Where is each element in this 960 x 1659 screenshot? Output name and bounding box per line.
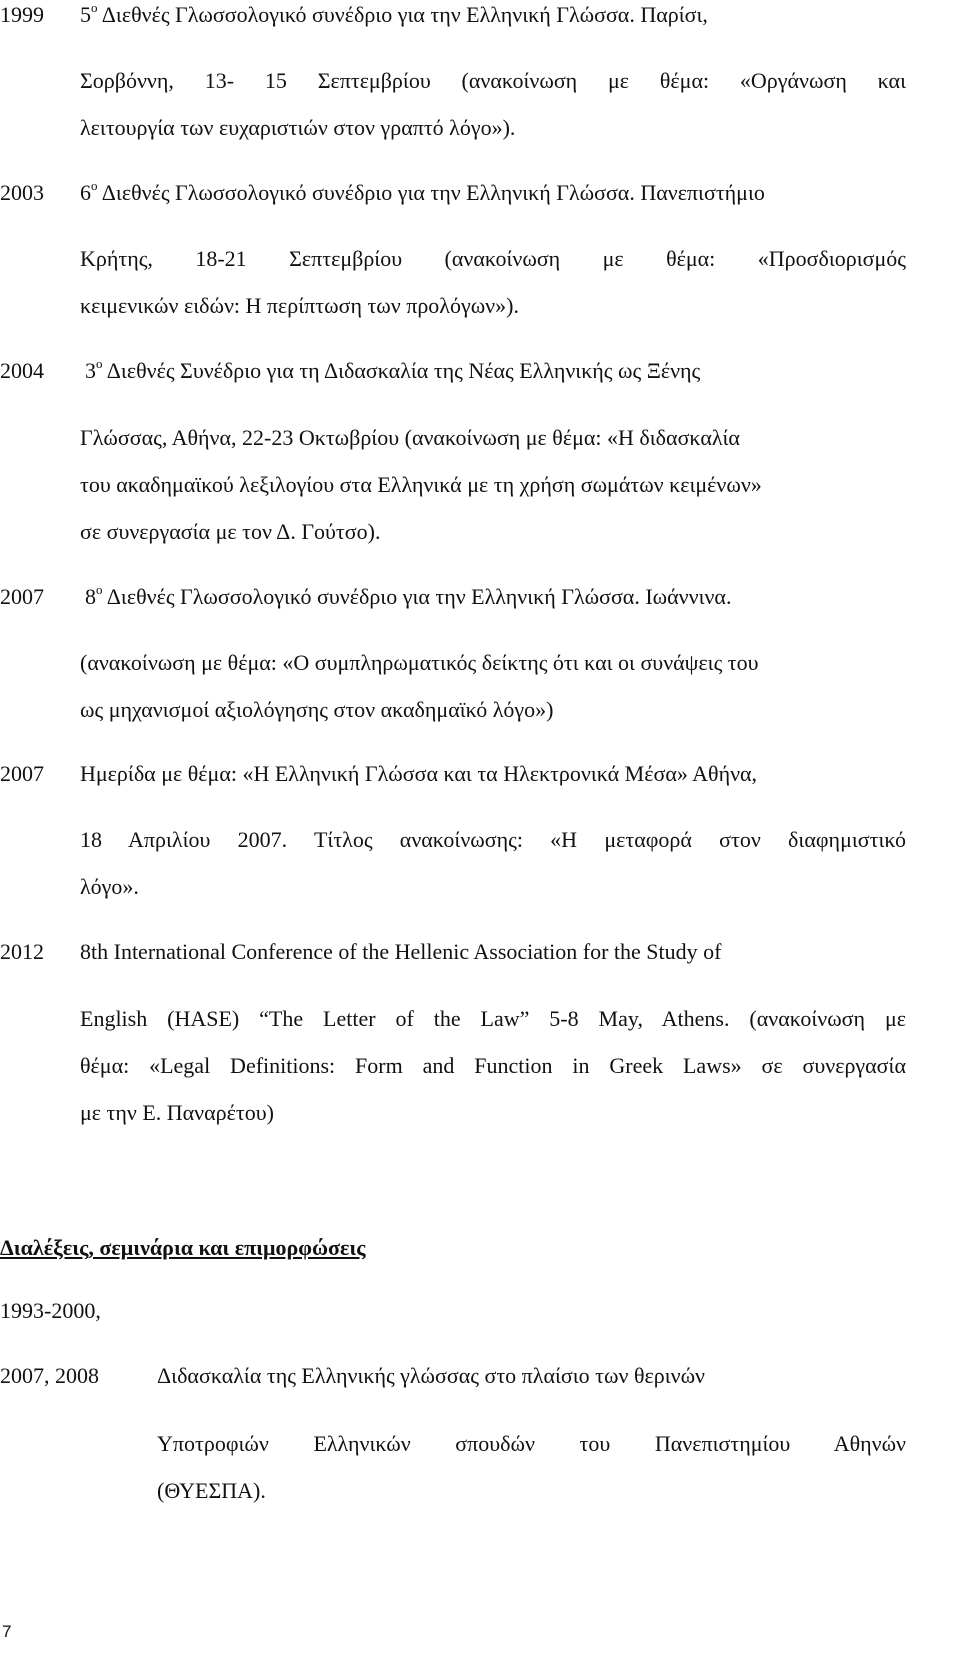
ordinal-suffix: ο bbox=[96, 581, 103, 597]
entry-line: 18 Απριλίου 2007. Τίτλος ανακοίνωσης: «Η μεταφορά στον διαφημιστικό bbox=[80, 827, 906, 852]
entry-line: σε συνεργασία με τον Δ. Γούτσο). bbox=[80, 519, 381, 544]
entry-line: (ΘΥΕΣΠΑ). bbox=[157, 1478, 266, 1503]
ordinal: 8 bbox=[85, 584, 96, 609]
ordinal: 6 bbox=[80, 180, 91, 205]
entry-year: 2012 bbox=[0, 939, 44, 964]
entry-line: English (HASE) “The Letter of the Law” 5-8 May, Athens. (ανακοίνωση με bbox=[80, 1006, 906, 1031]
entry-year: 2004 bbox=[0, 358, 44, 383]
entry-text: Διεθνές Συνέδριο για τη Διδασκαλία της Νέας Ελληνικής ως Ξένης bbox=[102, 358, 701, 383]
entry-line: κειμενικών ειδών: Η περίπτωση των προλόγων»). bbox=[80, 293, 519, 318]
entry-text: Διεθνές Γλωσσολογικό συνέδριο για την Ελληνική Γλώσσα. Πανεπιστήμιο bbox=[97, 180, 765, 205]
entry-year: 1993-2000, bbox=[0, 1298, 101, 1323]
entry-year: 2003 bbox=[0, 180, 44, 205]
entry-line: Κρήτης, 18-21 Σεπτεμβρίου (ανακοίνωση με θέμα: «Προσδιορισμός bbox=[80, 246, 906, 271]
entry-line: Υποτροφιών Ελληνικών σπουδών του Πανεπιστημίου Αθηνών bbox=[157, 1431, 906, 1456]
entry-line: λειτουργία των ευχαριστιών στον γραπτό λόγο»). bbox=[80, 115, 516, 140]
entry-line: θέμα: «Legal Definitions: Form and Function in Greek Laws» σε συνεργασία bbox=[80, 1053, 906, 1078]
entry-line bbox=[80, 2, 708, 28]
entry-line: Γλώσσας, Αθήνα, 22-23 Οκτωβρίου (ανακοίνωση με θέμα: «Η διδασκαλία bbox=[80, 425, 740, 450]
entry-text: Διεθνές Γλωσσολογικό συνέδριο για την Ελληνική Γλώσσα. Παρίσι, bbox=[97, 2, 708, 27]
entry-line bbox=[80, 177, 765, 206]
ordinal-suffix: ο bbox=[96, 355, 103, 371]
ordinal: 3 bbox=[85, 358, 96, 383]
ordinal: 5 bbox=[80, 2, 91, 27]
entry-line: Ημερίδα με θέμα: «Η Ελληνική Γλώσσα και τα Ηλεκτρονικά Μέσα» Αθήνα, bbox=[80, 761, 758, 786]
entry-year: 2007 bbox=[0, 761, 44, 786]
entry-line: (ανακοίνωση με θέμα: «Ο συμπληρωματικός δείκτης ότι και οι συνάψεις του bbox=[80, 650, 759, 675]
ordinal-suffix: ο bbox=[91, 0, 98, 15]
section-heading: Διαλέξεις, σεμινάρια και επιμορφώσεις bbox=[0, 1235, 366, 1260]
entry-line: λόγο». bbox=[80, 874, 139, 899]
ordinal-suffix: ο bbox=[91, 177, 98, 193]
entry-line: Σορβόννη, 13- 15 Σεπτεμβρίου (ανακοίνωση με θέμα: «Οργάνωση και bbox=[80, 68, 906, 93]
entry-line: του ακαδημαϊκού λεξιλογίου στα Ελληνικά με τη χρήση σωμάτων κειμένων» bbox=[80, 472, 762, 497]
page-number: 7 bbox=[2, 1622, 12, 1641]
entry-line: Διδασκαλία της Ελληνικής γλώσσας στο πλαίσιο των θερινών bbox=[157, 1363, 706, 1388]
entry-text: Διεθνές Γλωσσολογικό συνέδριο για την Ελληνική Γλώσσα. Ιωάννινα. bbox=[102, 584, 732, 609]
entry-year: 2007, 2008 bbox=[0, 1363, 99, 1388]
entry-line bbox=[85, 581, 732, 610]
entry-line: 8th International Conference of the Hellenic Association for the Study of bbox=[80, 939, 722, 964]
entry-line: ως μηχανισμοί αξιολόγησης στον ακαδημαϊκό λόγο») bbox=[80, 697, 554, 722]
entry-line bbox=[85, 355, 701, 384]
entry-line: με την Ε. Παναρέτου) bbox=[80, 1100, 274, 1125]
entry-year: 2007 bbox=[0, 584, 44, 609]
entry-year: 1999 bbox=[0, 2, 44, 27]
